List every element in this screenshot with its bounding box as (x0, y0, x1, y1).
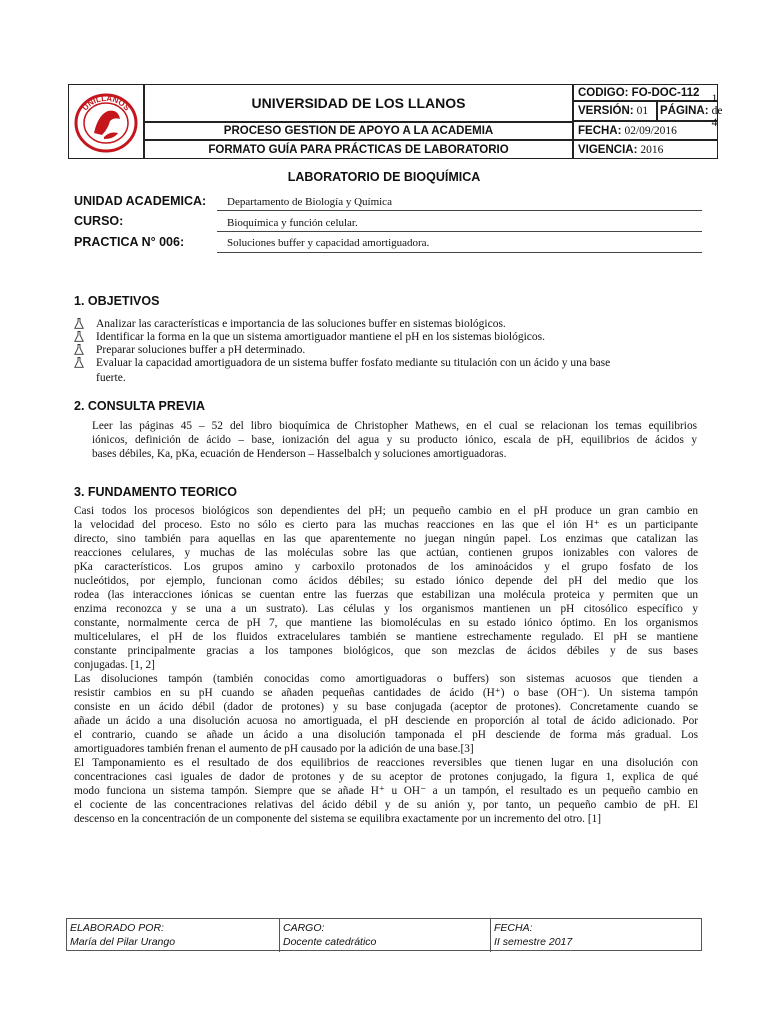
unidad-value: Departamento de Biología y Química (227, 196, 392, 208)
cargo-cell (280, 919, 490, 952)
text-line: iónicos, definición de ácido – base, ionización del agua y su producto iónico, escala de pH, equilibrios de ácidos y (92, 434, 697, 446)
text-line: directo, sino también para aquellas en las que aparentemente no juegan ningún papel. Los enzimas que catalizan las (74, 533, 698, 545)
practica-value: Soluciones buffer y capacidad amortiguadora. (227, 237, 430, 249)
text-line: Casi todos los procesos biológicos son dependientes del pH; un pequeño cambio en el pH produce un gran cambio en (74, 505, 698, 517)
text-line: Las disoluciones tampón (también conocidas como amortiguadoras o buffers) son sistemas acuosos que tienden a (74, 673, 698, 685)
text-line: resistir cambios en su pH cuando se añaden pequeñas cantidades de ácido (H⁺) o base (OH⁻). Un sistema tampón (74, 687, 698, 699)
text-line: la velocidad del proceso. Esto no sólo es cierto para las muchas reacciones en las que el ión H⁺ es un participante (74, 519, 698, 531)
flask-bullet-icon (74, 344, 84, 355)
text-line: pKa característicos. Los grupos amino y carboxilo protonados de los aminoácidos y el grupo fosfato de los (74, 561, 698, 573)
university-title: UNIVERSIDAD DE LOS LLANOS (144, 84, 573, 122)
text-line: el cociente de las concentraciones relativas del ácido débil y de su anión y, por tanto, un pequeño cambio de pH. El (74, 799, 698, 811)
consulta-heading: 2. CONSULTA PREVIA (74, 399, 206, 413)
text-line: rodea (las interacciones iónicas se cuentan entre las fuerzas que estabilizan una molécula proteica y permiten que un (74, 589, 698, 601)
flask-bullet-icon (74, 357, 84, 368)
underline (217, 252, 702, 253)
objetivo-item-continuation: fuerte. (96, 372, 126, 384)
objetivos-heading: 1. OBJETIVOS (74, 294, 160, 308)
objetivo-item: Evaluar la capacidad amortiguadora de un sistema buffer fosfato mediante su titulación con un ácido y una base (96, 357, 611, 369)
text-line: consiste en un ácido débil (dador de protones) y su base conjugada (aceptor de protones). Concretamente cuando se (74, 701, 698, 713)
vigencia-cell: VIGENCIA: 2016 (573, 140, 718, 159)
footer-table (66, 918, 702, 951)
text-line: reacciones celulares, y muchas de las moléculas sobre las que actúan, contienen grupos ionizables con valores de (74, 547, 698, 559)
cargo-label: CARGO: (283, 922, 325, 934)
consulta-paragraph (92, 419, 697, 461)
text-line: Leer las páginas 45 – 52 del libro bioquímica de Christopher Mathews, en el cual se relacionan los temas equilibrios (92, 420, 697, 432)
fecha-footer-label: FECHA: (494, 922, 533, 934)
codigo-cell (573, 84, 718, 101)
text-line: constante, normalmente cerca de pH 7, que mantiene las biomoléculas en su estado iónico óptimo. En los organismos (74, 617, 698, 629)
text-line: constante principalmente gracias a los tampones biológicos, que son mezclas de ácidos débiles y de sus bases (74, 645, 698, 657)
objetivo-item: Preparar soluciones buffer a pH determinado. (96, 344, 306, 356)
fecha-footer-value: II semestre 2017 (494, 936, 573, 948)
text-line: nucleótidos, por ejemplo, funcionan como ácidos débiles; su estado iónico depende del pH del medio que los (74, 575, 698, 587)
cargo-value: Docente catedrático (283, 936, 377, 948)
svg-text:UNILLANOS: UNILLANOS (80, 93, 132, 113)
fundamento-paragraph (74, 504, 698, 826)
text-line: amortiguadores también frenan el aumento de pH causado por la adición de una base.[3] (74, 743, 474, 755)
process-title: PROCESO GESTION DE APOYO A LA ACADEMIA (144, 122, 573, 140)
objetivo-item: Identificar la forma en la que un sistema amortiguador mantiene el pH en los sistemas biológicos. (96, 331, 546, 343)
underline (217, 210, 702, 211)
flask-bullet-icon (74, 331, 84, 342)
underline (217, 231, 702, 232)
logo-cell (68, 84, 144, 159)
objetivo-item: Analizar las características e importancia de las soluciones buffer en sistemas biológicos. (96, 318, 506, 330)
text-line: multicelulares, el pH de los fluidos extracelulares también se mantiene estrechamente regulado. El pH se mantiene (74, 631, 698, 643)
curso-label: CURSO: (74, 214, 124, 228)
version-cell: VERSIÓN: 01 (573, 101, 657, 121)
fundamento-heading: 3. FUNDAMENTO TEORICO (74, 485, 237, 499)
text-line: concentraciones casi iguales de dador de protones y de su aceptor de protones conjugado, la figura 1, explica de qué (74, 771, 698, 783)
unidad-label: UNIDAD ACADEMICA: (74, 194, 207, 208)
codigo-text: CODIGO: FO-DOC-112 (578, 86, 700, 99)
fecha-cell: FECHA: 02/09/2016 (573, 121, 718, 140)
curso-value: Bioquímica y función celular. (227, 217, 358, 229)
format-title: FORMATO GUÍA PARA PRÁCTICAS DE LABORATORIO (144, 140, 573, 159)
text-line: enzima reconozca y se una a un sustrato). Las células y los organismos mantienen un pH citosólico específico y (74, 603, 698, 615)
document-title: LABORATORIO DE BIOQUÍMICA (287, 170, 481, 184)
university-logo-icon (74, 93, 138, 153)
fecha-footer-cell (491, 919, 701, 952)
flask-bullet-icon (74, 318, 84, 329)
elaborado-cell (67, 919, 279, 952)
text-line: bases débiles, Ka, pKa, ecuación de Henderson – Hasselbalch y soluciones amortiguadoras. (92, 448, 507, 460)
text-line: El Tamponamiento es el resultado de dos equilibrios de reacciones reversibles que tienen lugar en una disolución con (74, 757, 698, 769)
elaborado-label: ELABORADO POR: (70, 922, 164, 934)
text-line: añade un ácido a una disolución acuosa no amortiguada, el pH desciende en proporción al total de ácido adicionado. Por (74, 715, 698, 727)
text-line: descenso en la concentración de un componente del sistema se equilibra exactamente por un incremento del otro. [1] (74, 813, 601, 825)
elaborado-value: María del Pilar Urango (70, 936, 176, 948)
text-line: modo funciona un sistema tampón. Siempre que se añade H⁺ u OH⁻ a un tampón, el resultado es un pequeño cambio en (74, 785, 698, 797)
text-line: conjugadas. [1, 2] (74, 659, 155, 671)
header-table (68, 84, 723, 159)
pagina-cell: PÁGINA: 1 de 4 (657, 101, 718, 121)
text-line: el contrario, cuando se añade un ácido a una disolución tamponada el pH desciende de forma más gradual. Los (74, 729, 698, 741)
practica-label: PRACTICA N° 006: (74, 235, 185, 249)
